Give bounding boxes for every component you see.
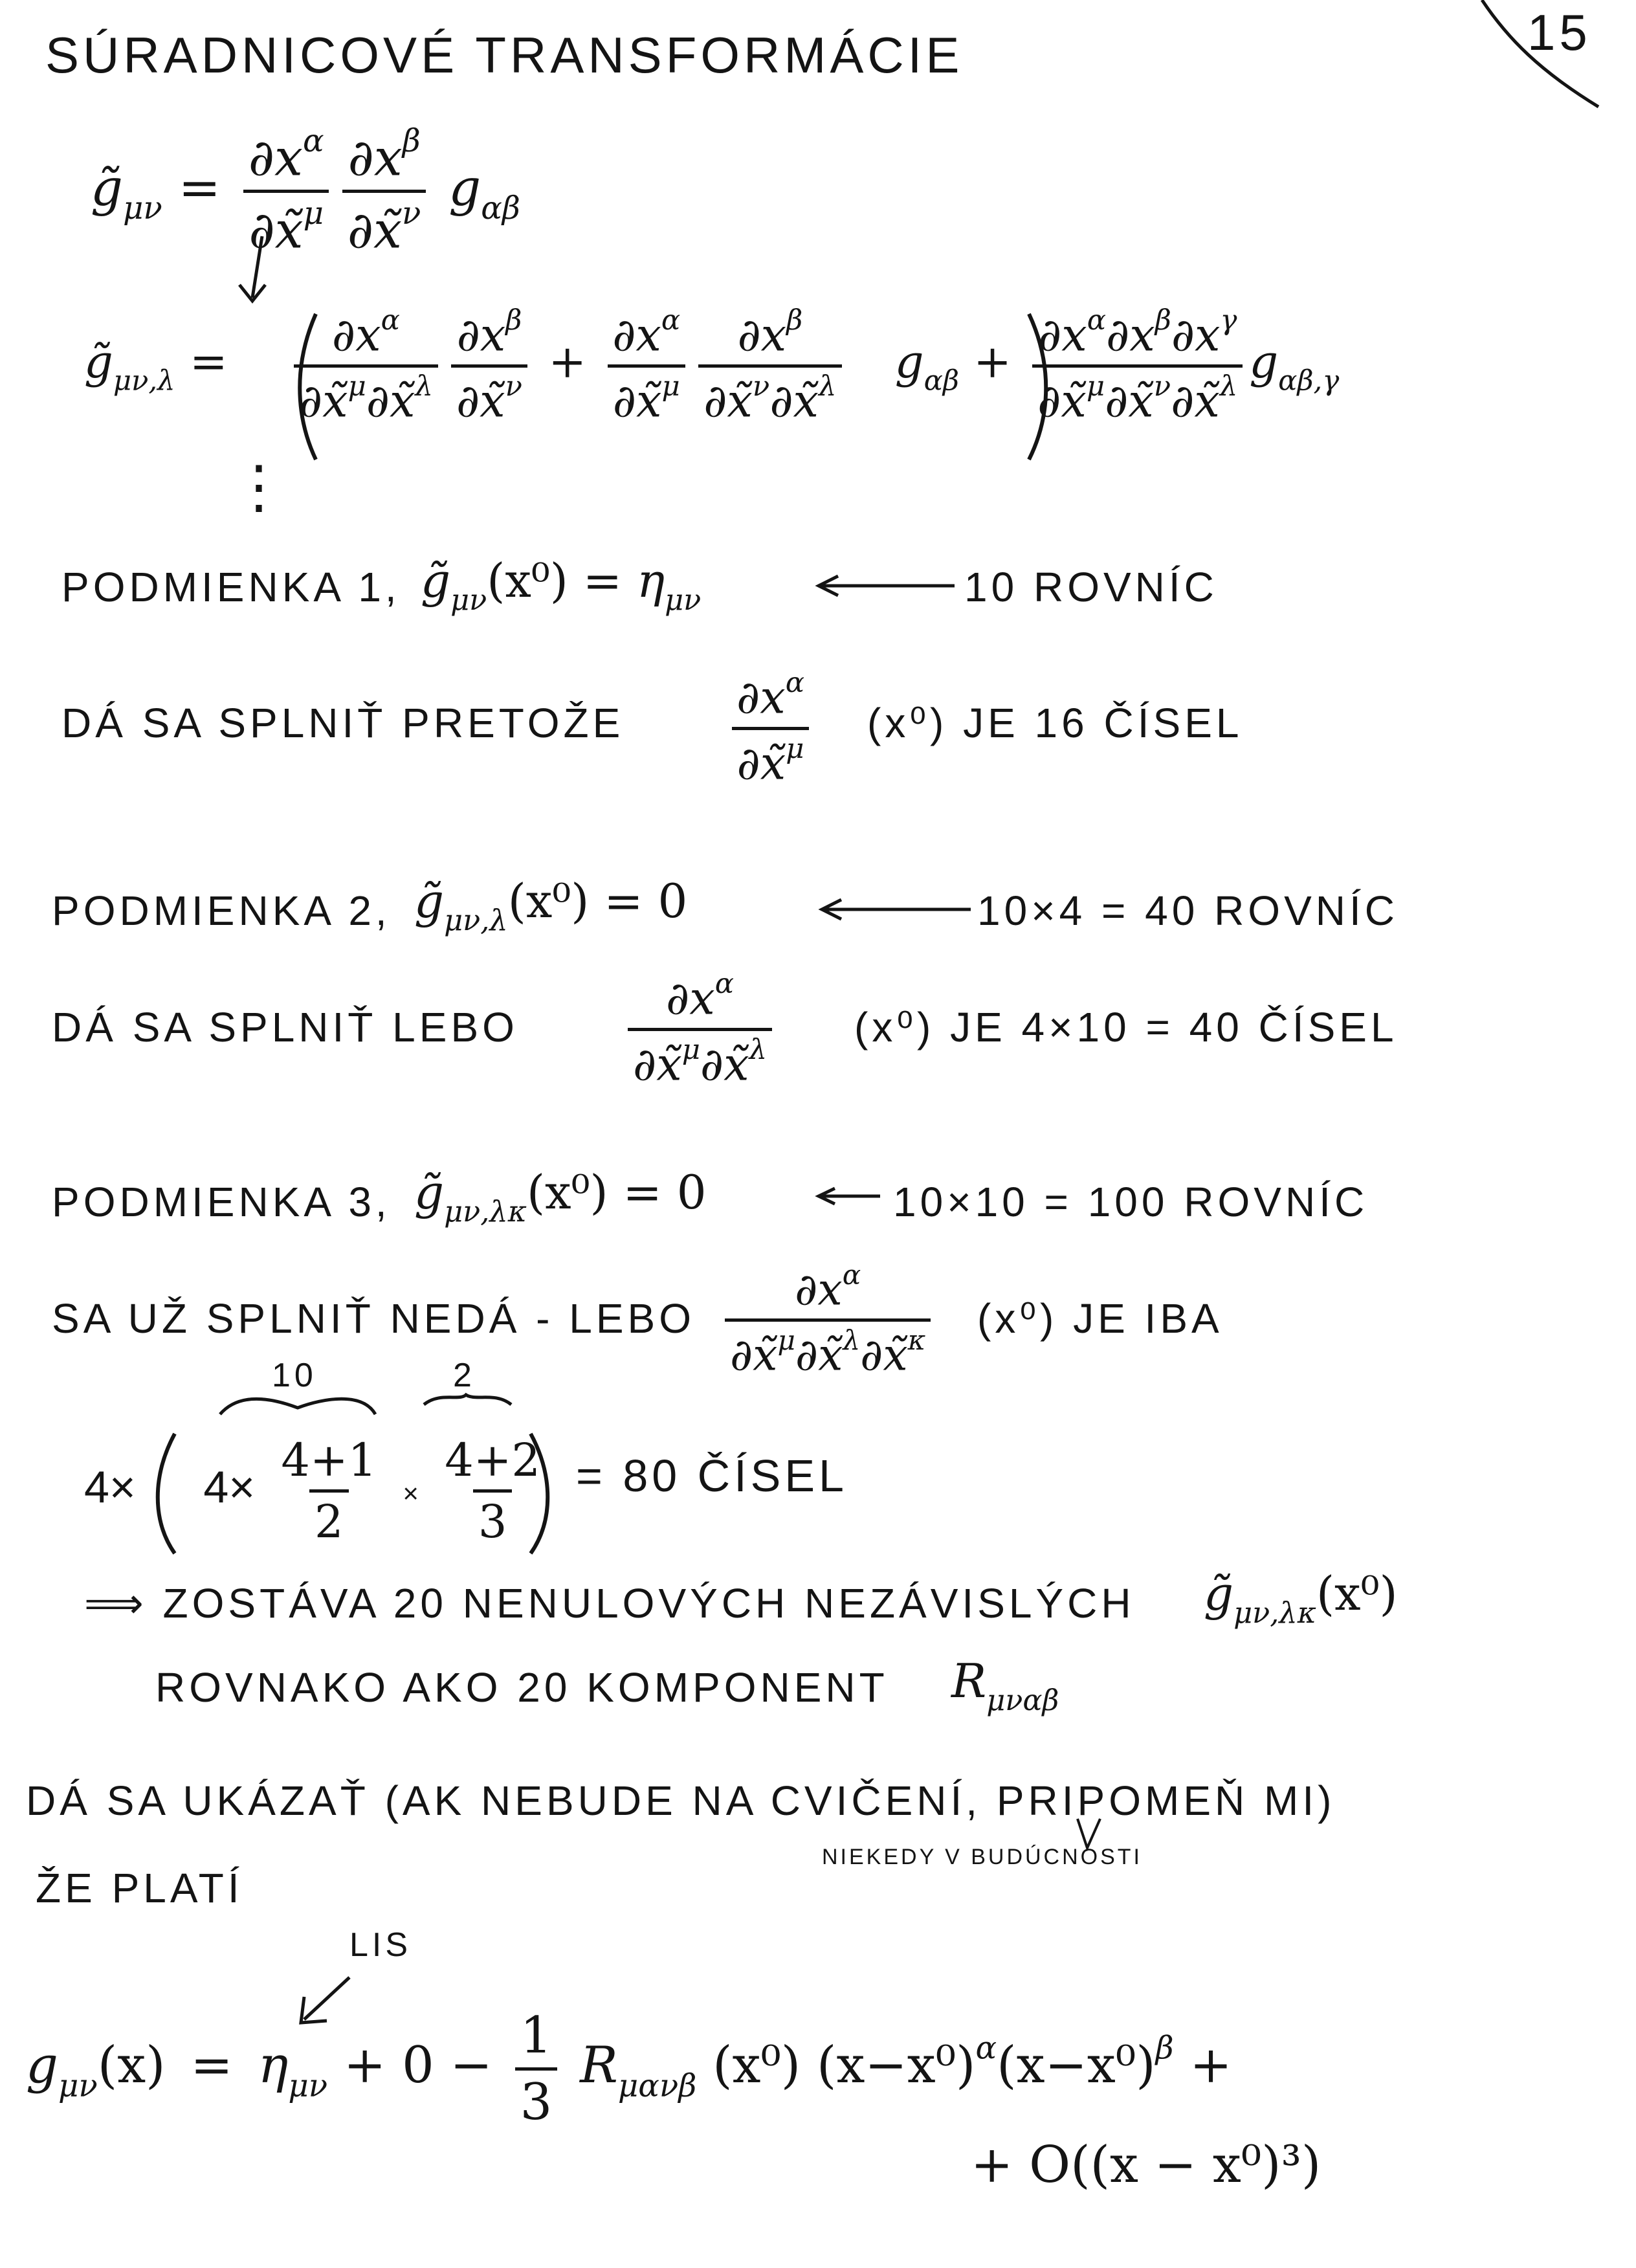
eq2-frac-a2: $\frac{\partial x^\beta}{\partial x̃^\nu}$ [451, 304, 527, 427]
c3-label: PODMIENKA 3, [52, 1179, 391, 1225]
final-rel: = [190, 2036, 233, 2095]
c1-eta-sub: μν [665, 583, 702, 617]
final-plus0: + 0 − [343, 2036, 492, 2095]
final-rest-mid: (x−x⁰) [997, 2036, 1156, 2095]
final-eta: η [258, 2036, 289, 2095]
c2-count: (x⁰) JE 4×10 = 40 ČÍSEL [854, 1004, 1398, 1051]
c2-line2: DÁ SA SPLNIŤ LEBO [52, 1004, 518, 1051]
final-g-arg: (x) [97, 2036, 166, 2095]
c2-label: PODMIENKA 2, [52, 887, 391, 934]
calc-result: = 80 ČÍSEL [576, 1451, 848, 1501]
vertical-dots: ⋮ [230, 453, 288, 521]
calc-expression: 4× 4× $\frac{4+1}{2}$ × $\frac{4+2}{3}$ [84, 1434, 552, 1548]
lis-label: LIS [349, 1926, 412, 1964]
conc-g: g̃ [1204, 1566, 1234, 1621]
brace2-label: 2 [453, 1357, 476, 1394]
final-line2: + O((x − x⁰)³) [971, 2136, 1321, 2194]
c1-g-sub: μν [450, 583, 487, 617]
conclusion-line2: ROVNAKO AKO 20 KOMPONENT [155, 1664, 889, 1711]
c2-rovnic: 10×4 = 40 ROVNÍC [977, 887, 1398, 934]
c2-frac: $\frac{\partial x^\alpha}{\partial x̃^\mu\partial x̃^\lambda}$ [628, 968, 772, 1091]
conclusion-riemann [951, 1654, 1059, 1717]
c3-count: (x⁰) JE IBA [977, 1295, 1223, 1342]
eq1-lhs: g̃ [91, 159, 123, 217]
eq1-frac-1: $\frac{\partial x^\alpha}{\partial x̃^\mu}$ [243, 123, 329, 260]
brace-1 [220, 1399, 375, 1414]
calc-frac-2 [439, 1434, 546, 1548]
calc-f1-den: 2 [309, 1489, 349, 1548]
final-frac [515, 2007, 558, 2131]
c1-frac: $\frac{\partial x^\alpha}{\partial x̃^\mu}$ [731, 667, 810, 790]
page-title: SÚRADNICOVÉ TRANSFORMÁCIE [45, 27, 964, 83]
final-g-sub: μν [58, 2067, 98, 2104]
eq2-g-sub: αβ [923, 364, 959, 397]
eq2-frac-b2: $\frac{\partial x^\beta}{\partial x̃^\nu\partial x̃^\lambda}$ [698, 304, 841, 427]
c1-count: (x⁰) JE 16 ČÍSEL [867, 700, 1243, 746]
eq2-lhs: g̃ [84, 335, 113, 389]
final-eta-sub: μν [288, 2067, 328, 2104]
conc-g-sub: μν,λκ [1233, 1596, 1316, 1630]
calc-f1-num: 4+1 [281, 1434, 377, 1487]
eq1-rhs: g [448, 159, 481, 217]
c1-fraction [725, 667, 816, 790]
final-frac-num: 1 [520, 2007, 553, 2065]
c3-fraction [718, 1259, 937, 1381]
final-r: R [580, 2036, 618, 2095]
final-expansion: $g_{\mu\nu}(x) = \eta_{\mu\nu} + 0$ − $\frac{1}{3}$ $R_{\mu\alpha\nu\beta}$ (x⁰) $(x-x^0)^\alpha(x-x^0)^\beta$ + [26, 2007, 1232, 2131]
c2-equation: $g̃_{\mu\nu,\lambda}(x^0) = 0$ [414, 874, 688, 938]
conc-r-sub: μναβ [986, 1684, 1059, 1718]
final-rest: (x⁰) (x−x⁰) [713, 2036, 976, 2095]
calc-frac-1 [276, 1434, 382, 1548]
c1-g: g̃ [421, 553, 451, 608]
conc-r: R [951, 1654, 987, 1708]
note-insert: NIEKEDY V BUDÚCNOSTI [822, 1845, 1143, 1869]
eq1-lhs-sub: μν [122, 190, 162, 227]
eq1-frac-2: $\frac{\partial x^\beta}{\partial x̃^\nu}$ [342, 123, 426, 260]
eq2-frac-b1: $\frac{\partial x^\alpha}{\partial x̃^\mu}$ [607, 304, 685, 427]
final-r-sub: μανβ [617, 2067, 697, 2104]
c1-label: PODMIENKA 1, [61, 564, 401, 610]
page-number: 15 [1527, 4, 1591, 61]
note-line2: ŽE PLATÍ [36, 1865, 243, 1911]
c1-line2: DÁ SA SPLNIŤ PRETOŽE [61, 700, 625, 746]
eq2-frac-c: $\frac{\partial x^\alpha\partial x^\beta\partial x^\gamma}{\partial x̃^\mu\partial x̃^\nu\partial x̃^\lambda}$ [1032, 304, 1243, 427]
final-g: g [26, 2036, 58, 2095]
calc-f2-num: 4+2 [445, 1434, 540, 1487]
c2-g-sub: μν,λ [444, 904, 508, 938]
conclusion-line1: ⟹ ZOSTÁVA 20 NENULOVÝCH NEZÁVISLÝCH [84, 1580, 1135, 1627]
c3-frac: $\frac{\partial x^\alpha}{\partial x̃^\mu\partial x̃^\lambda\partial x̃^\kappa}$ [725, 1259, 931, 1381]
c3-line2: SA UŽ SPLNIŤ NEDÁ - LEBO [52, 1295, 695, 1342]
eq2-frac-a1: $\frac{\partial x^\alpha}{\partial x̃^\mu\partial x̃^\lambda}$ [294, 304, 438, 427]
c2-g: g̃ [414, 874, 445, 928]
equation-metric-transform: $g̃_{\mu\nu}$ = $\frac{\partial x^\alpha}{\partial x̃^\mu}$ $\frac{\partial x^\beta}{\partial x̃^\nu}$ $g_{\alpha\beta}$ [91, 123, 520, 260]
eq1-rhs-sub: αβ [481, 190, 520, 227]
c3-g-sub: μν,λκ [444, 1195, 527, 1229]
c3-g: g̃ [414, 1165, 445, 1219]
c1-equation: $g̃_{\mu\nu}(x^0) = \eta_{\mu\nu}$ [421, 553, 702, 617]
final-plus-end: + [1189, 2036, 1232, 2095]
c1-rovnic: 10 ROVNÍC [964, 564, 1218, 610]
eq2-lhs-sub: μν,λ [113, 364, 175, 397]
conclusion-metric: $g̃_{\mu\nu,\lambda\kappa}(x^0)$ [1204, 1566, 1398, 1630]
c1-eta: η [636, 553, 665, 608]
final-frac-den: 3 [515, 2067, 558, 2131]
note-line1: DÁ SA UKÁZAŤ (AK NEBUDE NA CVIČENÍ, PRIPOMEŇ MI) [26, 1777, 1336, 1824]
c3-rovnic: 10×10 = 100 ROVNÍC [893, 1179, 1369, 1225]
eq2-g: g [894, 335, 924, 389]
brace1-label: 10 [272, 1357, 317, 1394]
c3-equation: $g̃_{\mu\nu,\lambda\kappa}(x^0) = 0$ [414, 1165, 707, 1229]
equation-metric-derivative: $g̃_{\mu\nu,\lambda}$ = $\frac{\partial x^\alpha}{\partial x̃^\mu\partial x̃^\lambda}$ $\frac{\partial x^\beta}{\partial x̃^\nu}$ + $\frac{\partial x^\alpha}{\partial x̃^\mu}$ $\frac{\partial x^\beta}{\partial x̃^\nu\partial x̃^\lambda}$ $g_{\alpha\beta}$ + $\frac{\partial x^\alpha\partial x^\beta\partial x^\gamma}{\partial x̃^\mu\partial x̃^\nu\partial x̃^\lambda}$ $g_{\alpha\beta,\gamma}$ [84, 304, 1340, 428]
calc-f2-den: 3 [473, 1489, 513, 1548]
brace-2 [424, 1395, 511, 1405]
c2-fraction [621, 968, 779, 1091]
